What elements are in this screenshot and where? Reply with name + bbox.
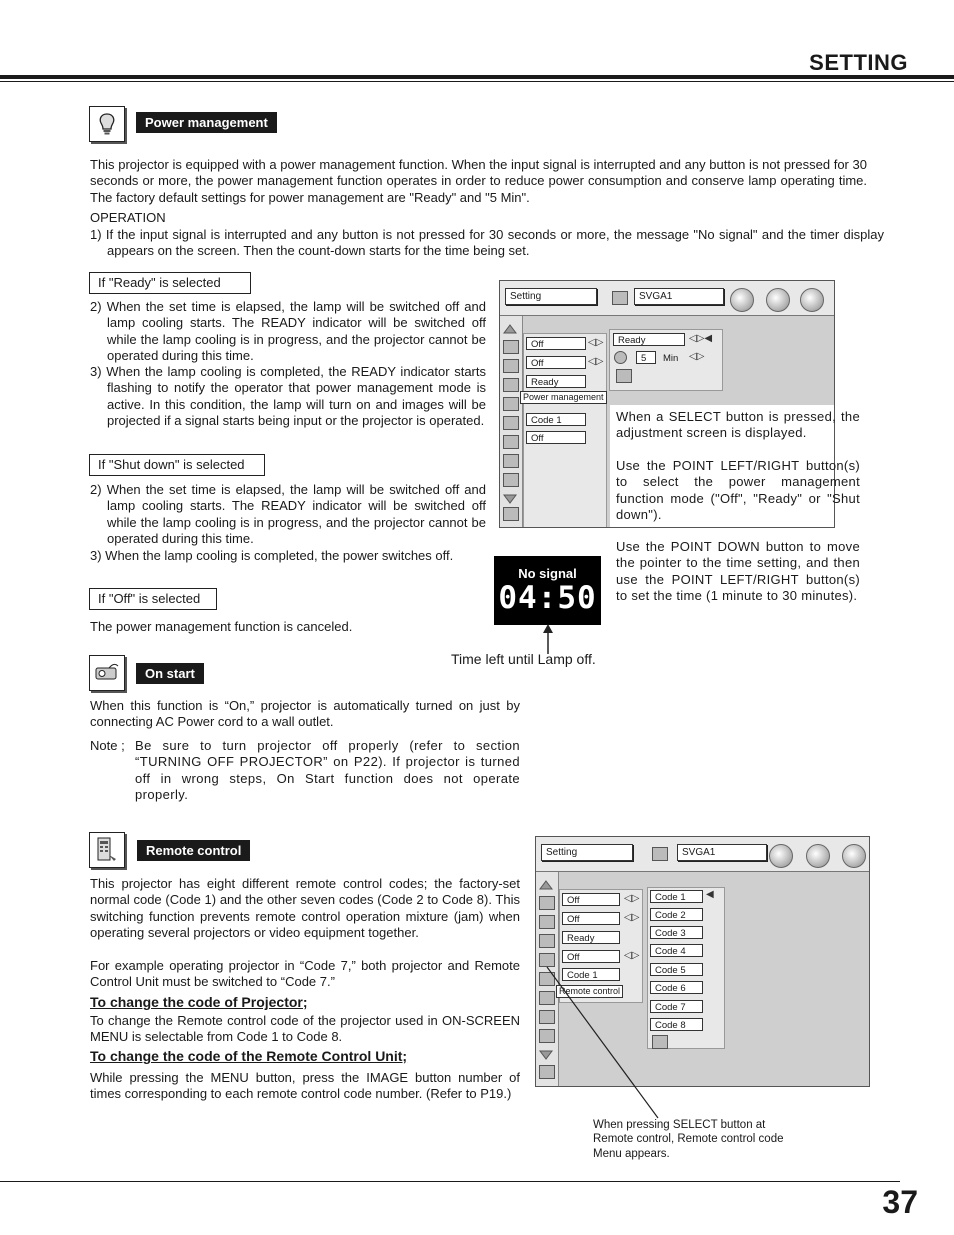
shutdown-step-3: 3) When the lamp cooling is completed, the power switches off. [90,548,454,563]
osd-code-item[interactable]: Code 2 [650,908,703,921]
osd-code-item[interactable]: Code 7 [650,1000,703,1013]
onstart-icon [503,397,519,411]
nosignal-timer: 04:50 [498,580,597,616]
remote-intro: This projector has eight different remote control codes; the factory-set normal code (Code 1) and the other seven codes (Code 2 to Code 8). This switching function prevents remote control operation mixture (jam) when operating several projectors or video equipment together. [90,876,520,940]
down-arrow-icon [503,491,517,503]
osd-code-item[interactable]: Code 5 [650,963,703,976]
osd-item[interactable]: Off [562,912,620,925]
left-right-arrows-icon: ◁▷ [588,337,604,348]
clock-icon [614,351,627,364]
nosignal-display [494,556,601,625]
osd-setting-field: Setting [541,844,633,861]
side-note-3: Use the POINT DOWN button to move the pointer to the time setting, and then use the POINT LEFT/RIGHT button(s) to set the time (1 minute to 30 minutes). [616,539,860,603]
header-rule [0,75,954,79]
osd-setting-field: Setting [505,288,597,305]
operation-label: OPERATION [90,210,166,225]
section-badge-remote: Remote control [137,840,250,861]
osd-tooltip: Power management [520,391,607,404]
menu-icon-4 [503,473,519,487]
section-badge-onstart: On start [136,663,204,684]
menu-icon-2 [539,915,555,929]
up-arrow-icon [503,321,517,333]
nosignal-title: No signal [518,566,577,581]
menu-icon-1 [539,896,555,910]
header-rule-thin [0,81,954,82]
osd-item[interactable]: Off [526,356,586,369]
osd-item[interactable]: Off [526,337,586,350]
up-arrow-icon [539,877,553,889]
caption-leader-line [545,965,665,1120]
osd-tooltip: Remote control [556,985,623,998]
projector-code-text: To change the Remote control code of the projector used in ON-SCREEN MENU is selectable from Code 1 to Code 8. [90,1013,520,1045]
pointer-arrow [540,624,556,654]
osd-item[interactable]: Off [562,950,620,963]
side-note-1: When a SELECT button is pressed, the adjustment screen is displayed. [616,409,860,441]
osd-time-value[interactable]: 5 [636,351,656,364]
ready-label: If "Ready" is selected [89,272,251,294]
osd-item[interactable]: Code 1 [526,413,586,426]
osd-color-icon [766,288,790,312]
page-number: 37 [882,1184,918,1220]
off-label: If "Off" is selected [89,588,217,610]
lock-icon [503,435,519,449]
heading-projector-code: To change the code of Projector; [90,994,308,1010]
remote-caption: When pressing SELECT button at Remote control, Remote control code Menu appears. [593,1119,784,1160]
off-text: The power management function is canceled. [90,619,353,634]
osd-source-field: SVGA1 [634,288,724,305]
page-title: SETTING [809,50,908,75]
osd-item[interactable]: Off [526,431,586,444]
osd-input-icon [612,291,628,305]
osd-sound-icon [842,844,866,868]
osd-color-icon [806,844,830,868]
lightbulb-icon [539,934,555,948]
menu-icon-1 [503,340,519,354]
remote-icon [89,832,125,868]
left-right-arrows-icon: ◁▷◀ [689,333,713,344]
left-right-arrows-icon: ◁▷ [689,351,705,362]
osd-code-item[interactable]: Code 6 [650,981,703,994]
remote-example: For example operating projector in “Code 7,” both projector and Remote Control Unit must be switched to “Code 7.” [90,958,520,990]
osd-time-unit: Min [663,353,679,364]
pointer-icon: ◀ [706,889,714,900]
osd-input-icon [652,847,668,861]
footer-rule [0,1181,900,1182]
osd-sound-icon [800,288,824,312]
osd-code-item[interactable]: Code 8 [650,1018,703,1031]
onstart-text: When this function is “On,” projector is automatically turned on just by connecting AC Power cord to a wall outlet. [90,698,520,730]
osd-item[interactable]: Code 1 [562,968,620,981]
osd-item[interactable]: Ready [526,375,586,388]
menu-icon-2 [503,359,519,373]
ready-step-3: 3) When the lamp cooling is completed, the READY indicator starts flashing to notify the operator that power management mode is active. In this condition, the lamp will turn on and images will be projected if a signal starts being input or the projector is operated. [90,364,486,428]
lightbulb-icon [503,378,519,392]
osd-screen-icon [730,288,754,312]
note-text: Be sure to turn projector off properly (refer to section “TURNING OFF PROJECTOR” on P22). If projector is turned off in wrong steps, On Start function does not operate properly. [135,738,520,802]
lightbulb-icon [89,106,125,142]
section-badge-power: Power management [136,112,277,133]
exit-icon [616,369,632,383]
remote-code-text: While pressing the MENU button, press the IMAGE button number of times corresponding to each remote control code number. (Refer to P19.) [90,1070,520,1102]
shutdown-step-2: 2) When the set time is elapsed, the lamp will be switched off and lamp cooling starts. The READY indicator will be switched off while the lamp cooling is in progress, and the projector cannot be operated during this time. [90,482,486,546]
nosignal-caption: Time left until Lamp off. [451,651,596,667]
osd-code-item[interactable]: Code 1 [650,890,703,903]
left-right-arrows-icon: ◁▷ [588,356,604,367]
left-right-arrows-icon: ◁▷ [624,912,640,923]
remote-icon [503,416,519,430]
left-right-arrows-icon: ◁▷ [624,893,640,904]
osd-code-item[interactable]: Code 3 [650,926,703,939]
power-intro: This projector is equipped with a power management function. When the input signal is interrupted and any button is not pressed for 30 seconds or more, the power management function operates in order to reduce power consumption and conserve lamp operating time. The factory default settings for power management are "Ready" and "5 Min". [90,157,867,205]
operation-step-1: 1) If the input signal is interrupted and any button is not pressed for 30 seconds or more, the message "No signal" and the timer display appears on the screen. Then the count-down starts for the time being set. [90,227,884,259]
exit-icon [503,507,519,521]
menu-icon-3 [503,454,519,468]
osd-code-item[interactable]: Code 4 [650,944,703,957]
osd-item[interactable]: Off [562,893,620,906]
osd-item[interactable]: Ready [562,931,620,944]
osd-mode-value[interactable]: Ready [613,333,685,346]
ready-step-2: 2) When the set time is elapsed, the lamp will be switched off and lamp cooling starts. The READY indicator will be switched off while the lamp cooling is in progress, and the projector cannot be operated during this time. [90,299,486,363]
shutdown-label: If "Shut down" is selected [89,454,265,476]
left-right-arrows-icon: ◁▷ [624,950,640,961]
osd-source-field: SVGA1 [677,844,767,861]
note-label: Note ; [90,738,125,753]
heading-remote-code: To change the code of the Remote Control Unit; [90,1048,408,1064]
osd-screen-icon [769,844,793,868]
onstart-icon [89,655,125,691]
side-note-2: Use the POINT LEFT/RIGHT button(s) to select the power management function mode ("Off", "Ready" or "Shut down"). [616,458,860,522]
